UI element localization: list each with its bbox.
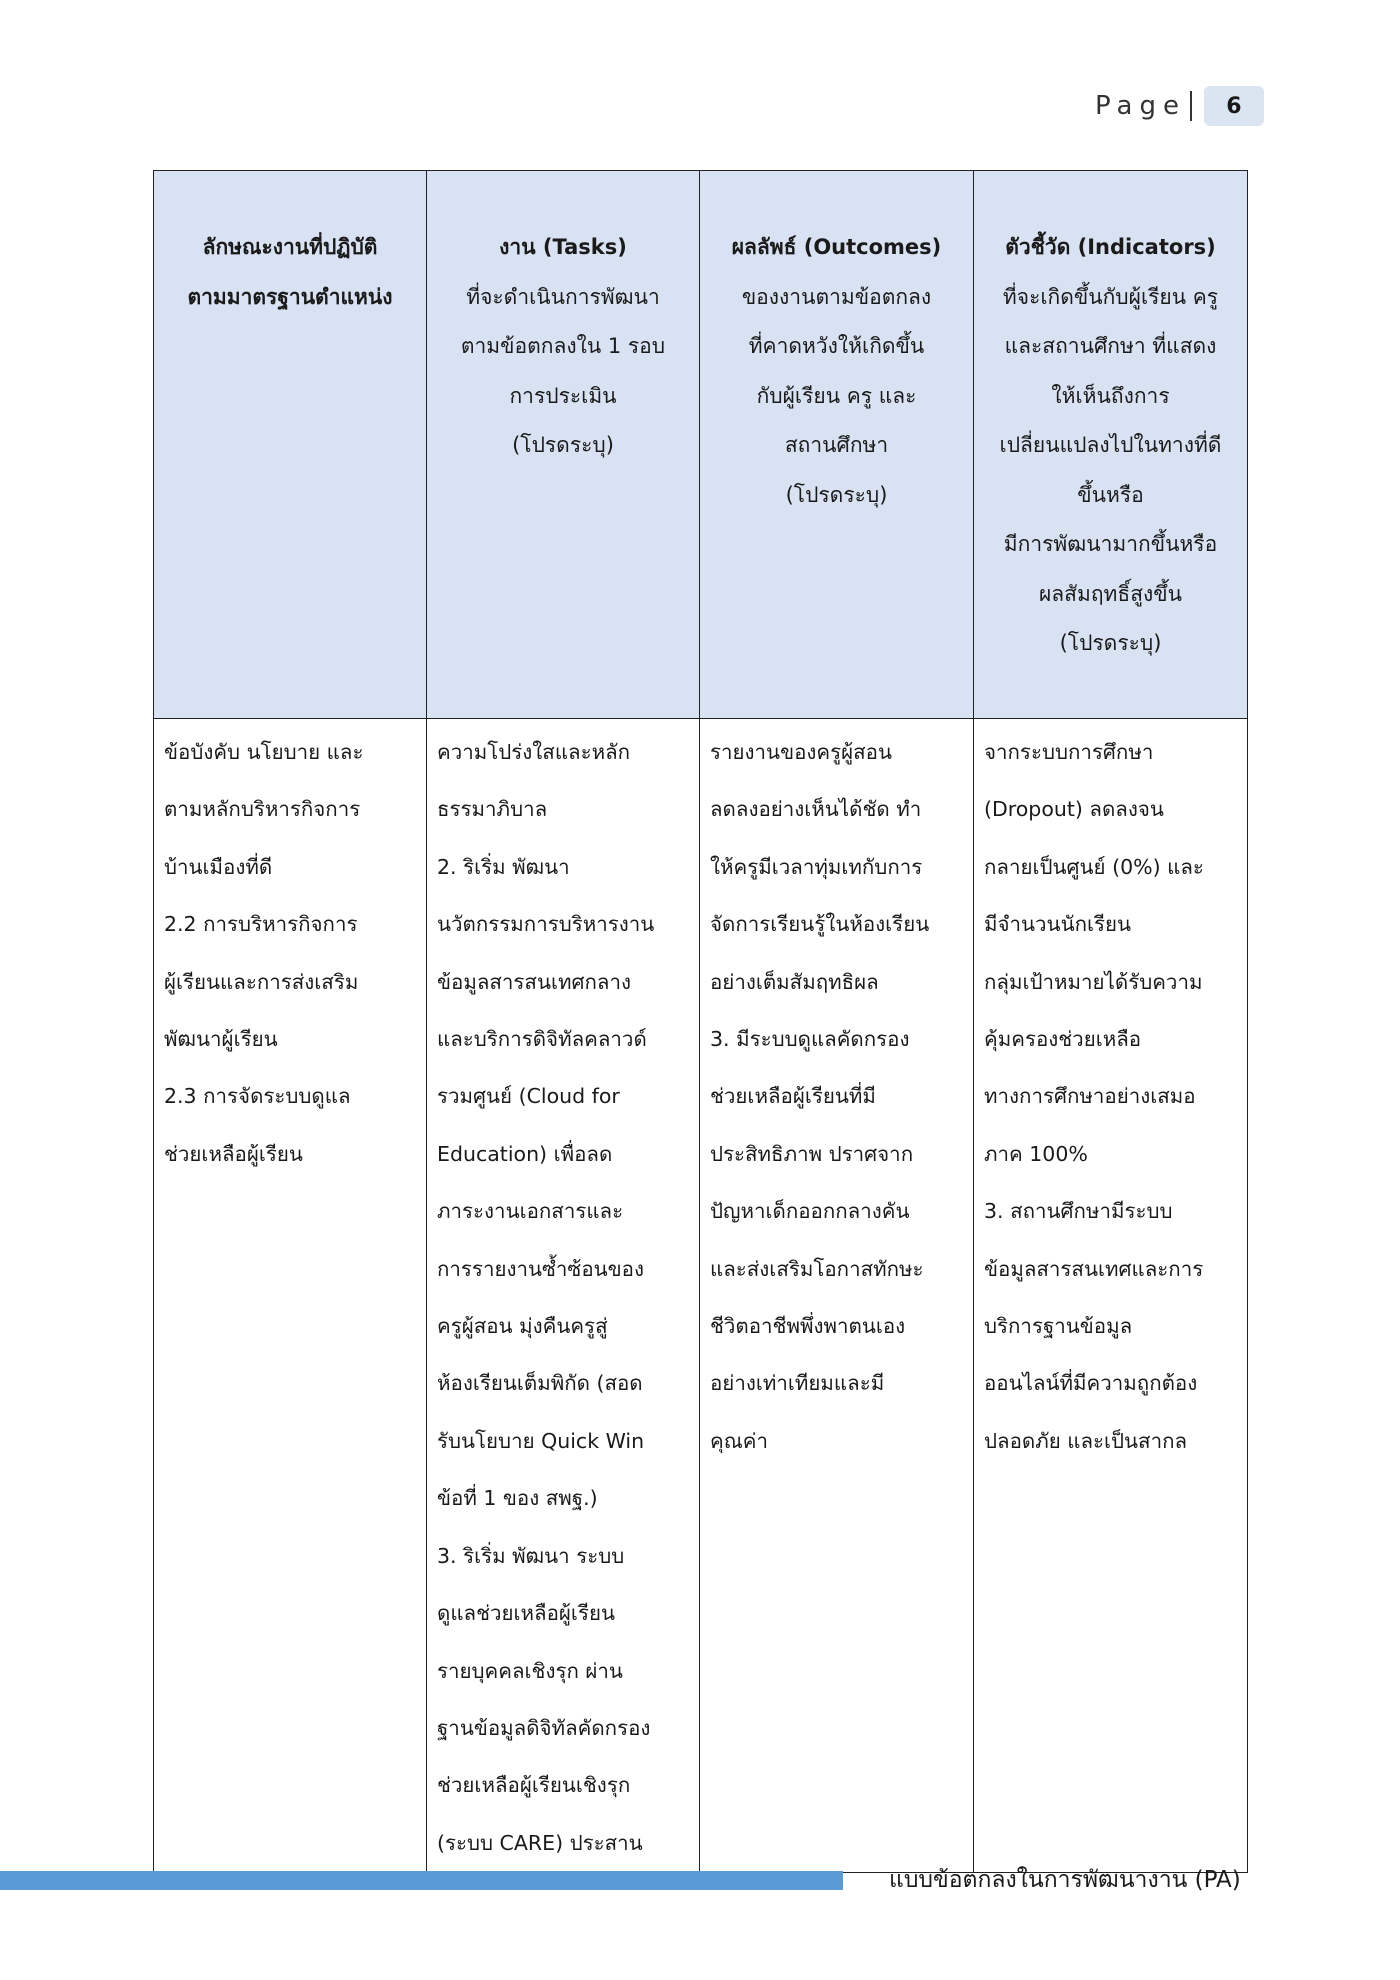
cell-line: ภาค 100% [984,1141,1088,1166]
cell-line: (โปรดระบุ) [1059,631,1162,655]
cell-line: และส่งเสริมโอกาสทักษะ [710,1256,924,1281]
cell-line: กลายเป็นศูนย์ (0%) และ [984,854,1204,879]
cell-line: ความโปร่งใสและหลัก [437,740,631,764]
cell-line: 2.2 การบริหารกิจการ [164,912,358,937]
footer-title: แบบข้อตกลงในการพัฒนางาน (PA) [889,1867,1241,1893]
cell-line: (ระบบ CARE) ประสาน [437,1830,643,1855]
cell-line: ขึ้นหรือ [1077,482,1144,507]
cell-line: 3. สถานศึกษามีระบบ [984,1199,1173,1224]
cell-line: อย่างเต็มสัมฤทธิผล [710,969,879,994]
cell-line: ให้เห็นถึงการ [1051,383,1170,408]
cell-line: และบริการดิจิทัลคลาวด์ [437,1027,647,1052]
cell-line: ธรรมาภิบาล [437,797,548,822]
cell-line: 2.3 การจัดระบบดูแล [164,1084,351,1109]
cell-line: ทางการศึกษาอย่างเสมอ [984,1084,1196,1109]
cell-line: บริการฐานข้อมูล [984,1314,1133,1339]
cell-line: รับนโยบาย Quick Win [437,1428,645,1453]
cell-line: กับผู้เรียน ครู และ [756,383,917,408]
cell-line: พัฒนาผู้เรียน [164,1027,278,1052]
footer-accent-bar [0,1871,843,1890]
cell-line: ตัวชี้วัด (Indicators) [1005,235,1216,259]
cell-line: คุ้มครองช่วยเหลือ [984,1027,1142,1052]
cell-line: (โปรดระบุ) [512,433,614,457]
body-cell-standard [154,719,427,1873]
cell-line: คุณค่า [710,1428,768,1453]
cell-line: ปลอดภัย และเป็นสากล [984,1428,1188,1453]
cell-line: ตามข้อตกลงใน 1 รอบ [460,334,666,358]
cell-line: ปัญหาเด็กออกกลางคัน [710,1199,910,1224]
cell-line: รายงานของครูผู้สอน [710,740,892,764]
cell-line: ภาระงานเอกสารและ [437,1199,624,1224]
cell-line: ชีวิตอาชีพพึ่งพาตนเอง [710,1314,906,1339]
cell-line: (Dropout) ลดลงจน [984,797,1164,822]
cell-line: ประสิทธิภาพ ปราศจาก [710,1141,914,1166]
cell-line: ที่คาดหวังให้เกิดขึ้น [748,334,925,358]
cell-line: งาน (Tasks) [499,235,627,259]
cell-line: และสถานศึกษา ที่แสดง [1004,334,1217,358]
body-cell-tasks [427,719,700,1873]
cell-line: มีจำนวนนักเรียน [984,912,1132,937]
cell-line: อย่างเท่าเทียมและมี [710,1371,885,1396]
header-cell-outcomes [700,171,974,719]
cell-line: ข้อมูลสารสนเทศและการ [984,1256,1204,1281]
table-row [154,719,1248,1873]
cell-line: ช่วยเหลือผู้เรียนที่มี [710,1084,876,1109]
cell-line: ออนไลน์ที่มีความถูกต้อง [984,1371,1198,1396]
body-cell-indicators [974,719,1248,1873]
cell-line: ที่จะดำเนินการพัฒนา [466,284,660,309]
body-cell-outcomes [700,719,974,1873]
cell-line: Education) เพื่อลด [437,1141,613,1166]
page-number [1095,86,1264,126]
cell-line: ตามหลักบริหารกิจการ [164,797,361,822]
cell-line: ข้อมูลสารสนเทศกลาง [437,969,631,994]
cell-line: ห้องเรียนเต็มพิกัด (สอด [437,1371,643,1396]
cell-line: 2. ริเริ่ม พัฒนา [437,854,570,879]
cell-line: จัดการเรียนรู้ในห้องเรียน [710,912,930,937]
cell-line: 3. ริเริ่ม พัฒนา ระบบ [437,1543,625,1568]
cell-line: ข้อบังคับ นโยบาย และ [164,740,364,764]
cell-line: รวมศูนย์ (Cloud for [437,1084,620,1109]
cell-line: เปลี่ยนแปลงไปในทางที่ดี [999,433,1222,457]
cell-line: การประเมิน [509,383,617,408]
cell-line: กลุ่มเป้าหมายได้รับความ [984,969,1203,994]
header-cell-tasks [427,171,700,719]
page-separator [1190,91,1192,121]
cell-line: ข้อที่ 1 ของ สพฐ.) [437,1486,598,1511]
page-label: Page [1095,91,1186,121]
cell-line: นวัตกรรมการบริหารงาน [437,912,655,937]
cell-line: รายบุคคลเชิงรุก ผ่าน [437,1658,623,1683]
cell-line: (โปรดระบุ) [785,482,888,507]
header-cell-indicators [974,171,1248,719]
cell-line: ครูผู้สอน มุ่งคืนครูสู่ [437,1314,608,1339]
cell-line: ฐานข้อมูลดิจิทัลคัดกรอง [437,1715,651,1740]
cell-line: มีการพัฒนามากขึ้นหรือ [1003,532,1218,556]
cell-line: 3. มีระบบดูแลคัดกรอง [710,1027,910,1052]
cell-line: จากระบบการศึกษา [984,740,1154,764]
cell-line: ช่วยเหลือผู้เรียน [164,1141,303,1166]
cell-line: ผลลัพธ์ (Outcomes) [731,235,942,259]
cell-line: ให้ครูมีเวลาทุ่มเทกับการ [710,854,923,879]
cell-line: บ้านเมืองที่ดี [164,854,273,879]
page-number-badge: 6 [1204,86,1264,126]
pa-table [153,170,1248,1873]
cell-line: ช่วยเหลือผู้เรียนเชิงรุก [437,1773,631,1798]
cell-line: ผู้เรียนและการส่งเสริม [164,969,359,994]
header-cell-standard [154,171,427,719]
cell-line: สถานศึกษา [784,433,889,457]
cell-line: ของงานตามข้อตกลง [741,284,932,309]
cell-line: ลักษณะงานที่ปฏิบัติ [202,235,378,259]
cell-line: ลดลงอย่างเห็นได้ชัด ทำ [710,797,922,822]
cell-line: ผลสัมฤทธิ์สูงขึ้น [1039,581,1182,606]
cell-line: ตามมาตรฐานตำแหน่ง [187,284,393,309]
cell-line: ดูแลช่วยเหลือผู้เรียน [437,1601,615,1626]
header-row [154,171,1248,719]
cell-line: การรายงานซ้ำซ้อนของ [437,1256,645,1281]
cell-line: ที่จะเกิดขึ้นกับผู้เรียน ครู [1002,284,1219,309]
